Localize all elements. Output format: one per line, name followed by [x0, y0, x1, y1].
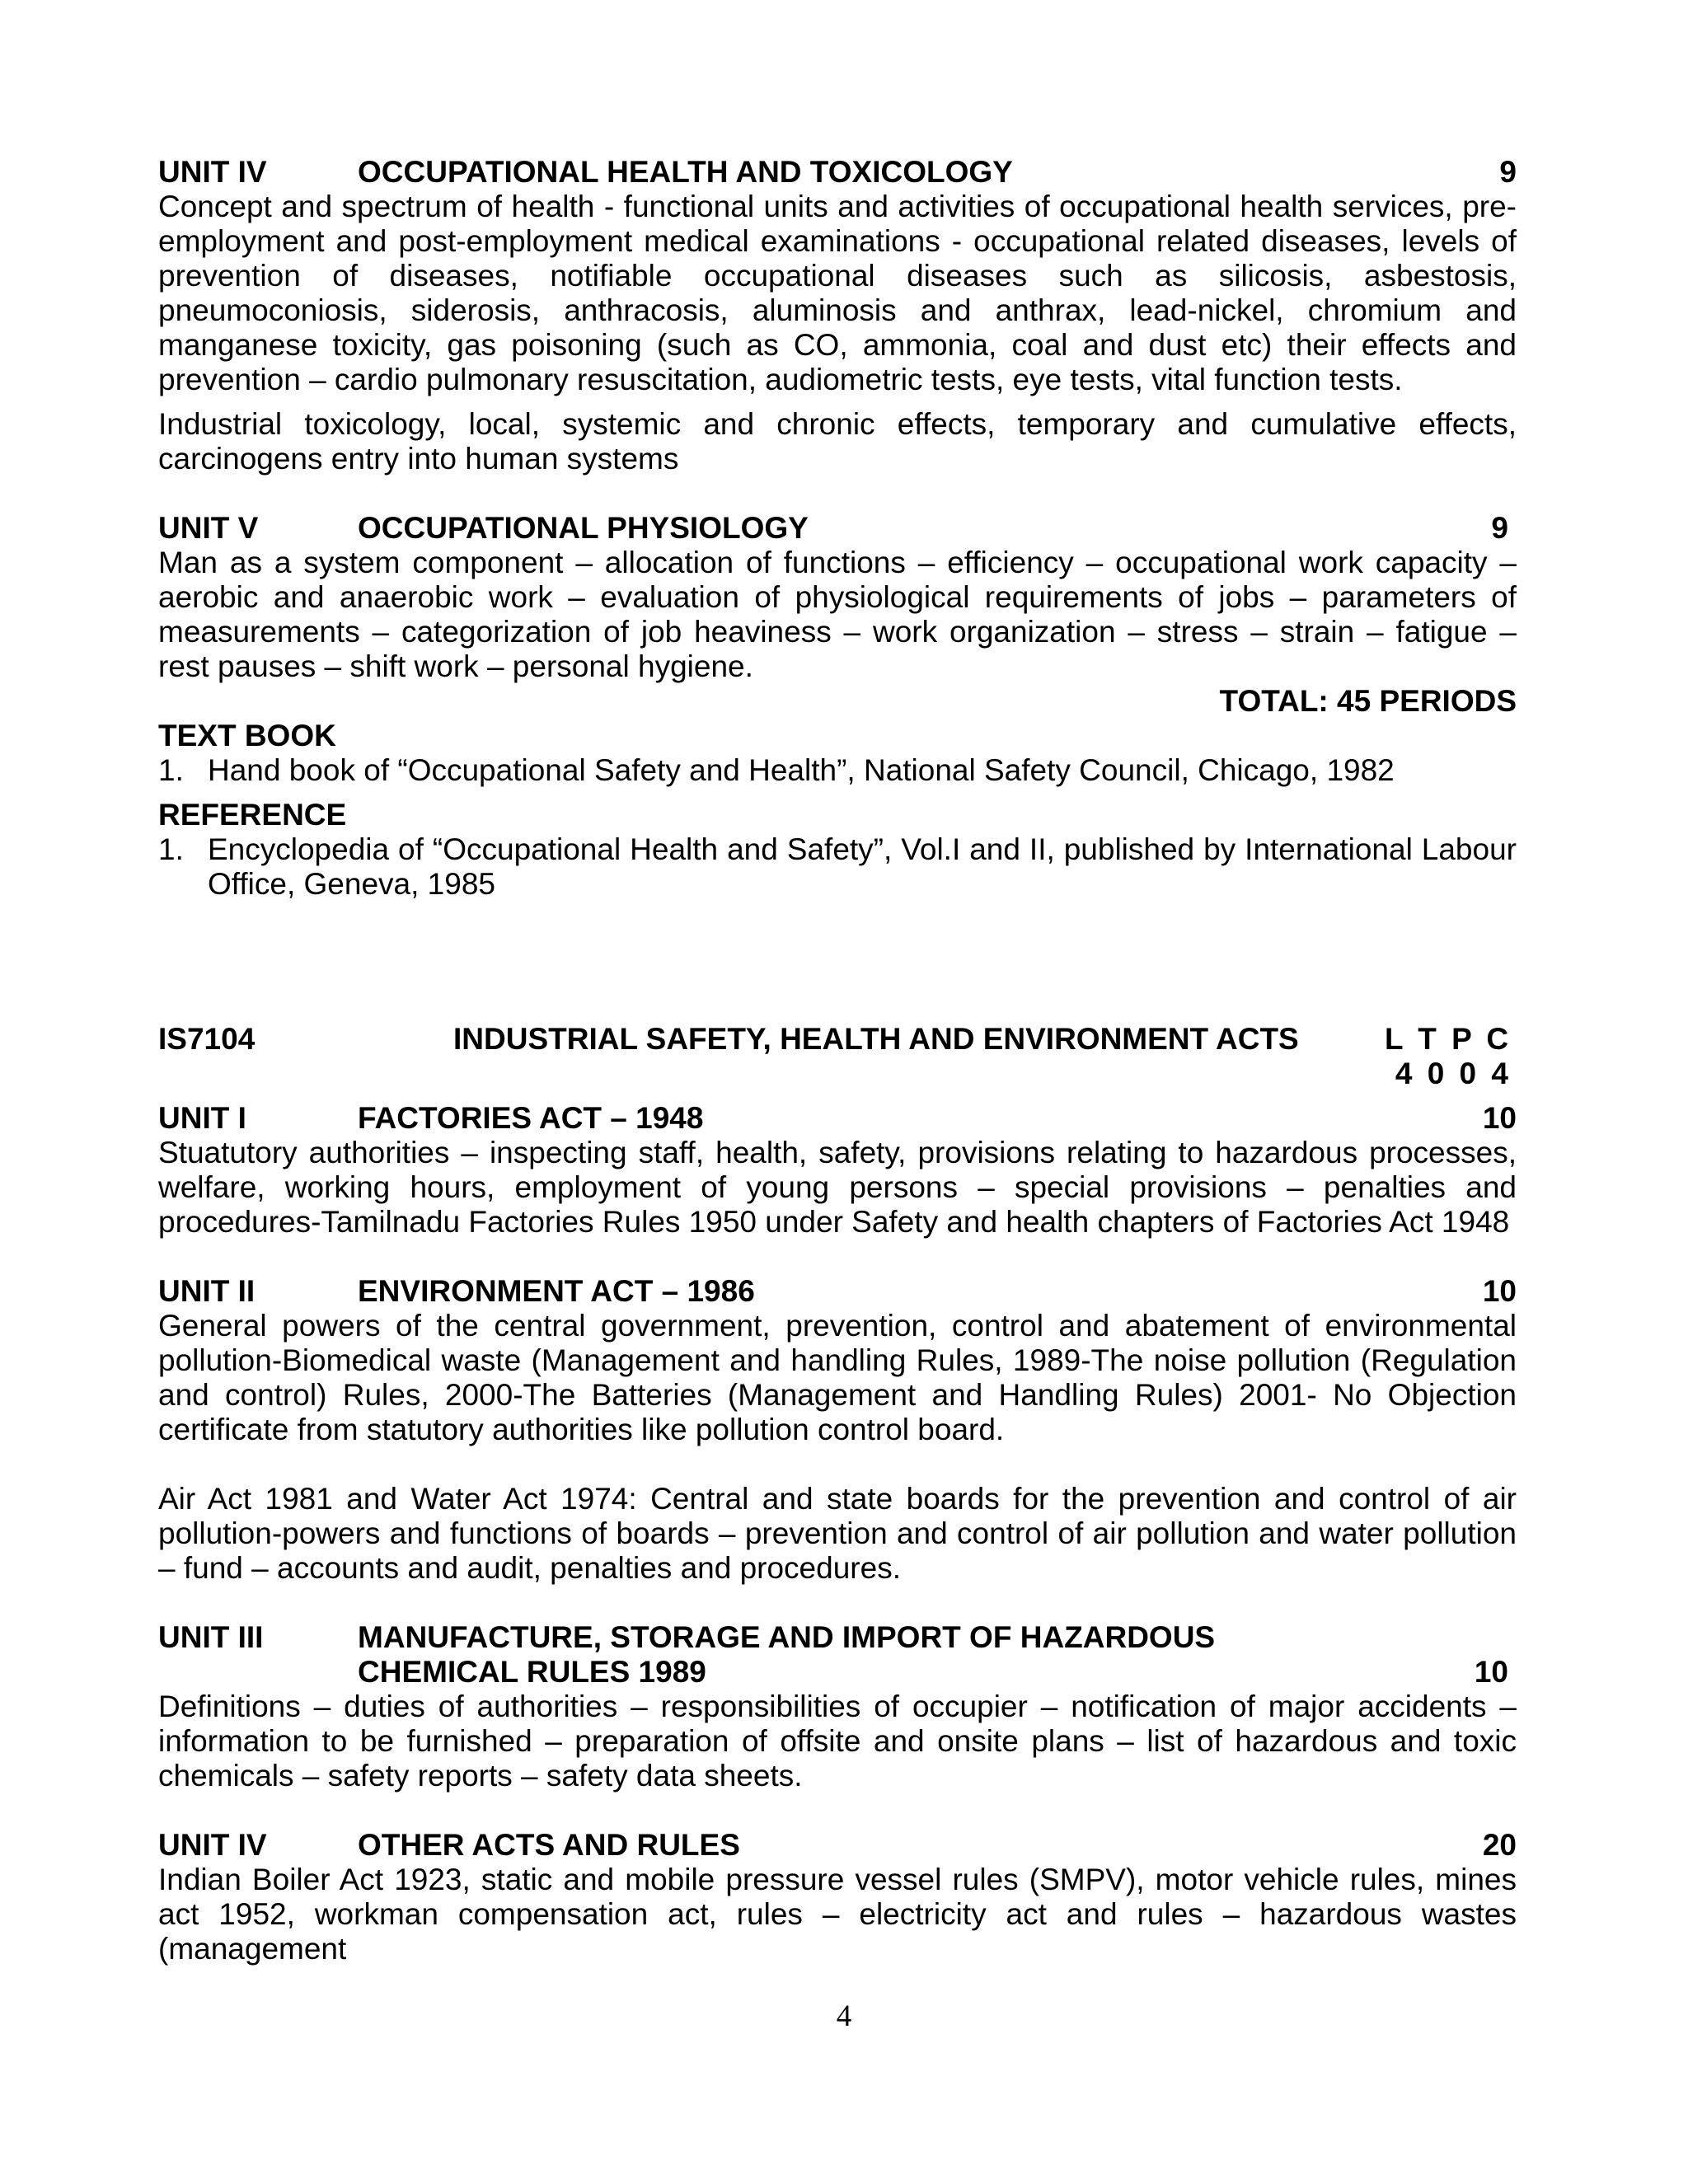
unit-hours: 20 — [1482, 1828, 1517, 1862]
unit-hours: 9 — [1491, 511, 1508, 545]
unit-description: Indian Boiler Act 1923, static and mobile pressure vessel rules (SMPV), motor vehicle rules, mines act 1952, workman compensation act, rules – electricity act and rules – hazardous wastes (management — [158, 1863, 1517, 1966]
unit-heading — [158, 1101, 1517, 1136]
reference-heading: REFERENCE — [158, 798, 347, 832]
unit-description: Man as a system component – allocation of functions – efficiency – occupational work capacity – aerobic and anaerobic work – evaluation of physiological requirements of jobs – parameters of measurements – categorization of job heaviness – work organization – stress – strain – fatigue – rest pauses – shift work – personal hygiene. — [158, 546, 1517, 683]
document-page — [158, 155, 1517, 1966]
list-text: Hand book of “Occupational Safety and Health”, National Safety Council, Chicago, 1982 — [208, 753, 1395, 787]
list-number: 1. — [158, 832, 184, 866]
ltpc-values: 4 0 0 4 — [1395, 1057, 1508, 1090]
unit-heading — [158, 155, 1517, 190]
unit-description: Stuatutory authorities – inspecting staff, health, safety, provisions relating to hazardous processes, welfare, working hours, employment of young persons – special provisions – penalties and procedures-Tamilnadu Factories Rules 1950 under Safety and health chapters of Factories Act 1948 — [158, 1136, 1517, 1239]
unit-title: CHEMICAL RULES 1989 — [358, 1655, 706, 1689]
unit-heading — [158, 511, 1517, 546]
course-title: INDUSTRIAL SAFETY, HEALTH AND ENVIRONMENT ACTS — [453, 1022, 1299, 1056]
unit-title: FACTORIES ACT – 1948 — [358, 1101, 704, 1135]
unit-title: OCCUPATIONAL PHYSIOLOGY — [358, 511, 809, 545]
unit-hours: 9 — [1499, 155, 1517, 189]
unit-label: UNIT I — [158, 1101, 246, 1135]
unit-heading — [158, 1620, 1517, 1655]
unit-heading — [158, 1274, 1517, 1309]
course-code: IS7104 — [158, 1022, 256, 1056]
list-number: 1. — [158, 753, 184, 787]
ltpc-labels: L T P C — [1385, 1022, 1509, 1056]
unit-hours: 10 — [1474, 1655, 1508, 1689]
unit-description: General powers of the central government, prevention, control and abatement of environmental pollution-Biomedical waste (Management and handling Rules, 1989-The noise pollution (Regulation and control) Rules, 2000-The Batteries (Management and Handling Rules) 2001- No Objection certificate from statutory authorities like pollution control board. — [158, 1309, 1517, 1446]
unit-label: UNIT III — [158, 1620, 264, 1654]
unit-heading-continued — [158, 1655, 1517, 1690]
unit-description: Air Act 1981 and Water Act 1974: Central and state boards for the prevention and control of air pollution-powers and functions of boards – prevention and control of air pollution and water pollution – fund – accounts and audit, penalties and procedures. — [158, 1482, 1517, 1585]
unit-hours: 10 — [1482, 1101, 1517, 1135]
unit-label: UNIT V — [158, 511, 259, 545]
unit-hours: 10 — [1482, 1274, 1517, 1308]
page-number: 4 — [836, 1999, 852, 2033]
unit-title: OCCUPATIONAL HEALTH AND TOXICOLOGY — [358, 155, 1013, 189]
unit-label: UNIT IV — [158, 155, 267, 189]
unit-description: Industrial toxicology, local, systemic and chronic effects, temporary and cumulative effects, carcinogens entry into human systems — [158, 407, 1517, 476]
unit-label: UNIT IV — [158, 1828, 267, 1862]
unit-description: Definitions – duties of authorities – responsibilities of occupier – notification of major accidents – information to be furnished – preparation of offsite and onsite plans – list of hazardous and toxic chemicals – safety reports – safety data sheets. — [158, 1690, 1517, 1793]
course-header — [158, 1022, 1517, 1057]
unit-description: Concept and spectrum of health - functional units and activities of occupational health services, pre-employment and post-employment medical examinations - occupational related diseases, levels of prevention of diseases, notifiable occupational diseases such as silicosis, asbestosis, pneumoconiosis, siderosis, anthracosis, aluminosis and anthrax, lead-nickel, chromium and manganese toxicity, gas poisoning (such as CO, ammonia, coal and dust etc) their effects and prevention – cardio pulmonary resuscitation, audiometric tests, eye tests, vital function tests. — [158, 190, 1517, 396]
unit-label: UNIT II — [158, 1274, 256, 1308]
unit-title: MANUFACTURE, STORAGE AND IMPORT OF HAZARDOUS — [358, 1620, 1216, 1654]
text-book-heading: TEXT BOOK — [158, 719, 336, 752]
unit-heading — [158, 1828, 1517, 1863]
unit-title: OTHER ACTS AND RULES — [358, 1828, 740, 1862]
total-periods: TOTAL: 45 PERIODS — [1219, 684, 1517, 718]
list-item — [158, 832, 1517, 902]
list-item — [158, 753, 1517, 788]
unit-title: ENVIRONMENT ACT – 1986 — [358, 1274, 755, 1308]
list-text: Encyclopedia of “Occupational Health and Safety”, Vol.I and II, published by International Labour Office, Geneva, 1985 — [208, 832, 1517, 901]
